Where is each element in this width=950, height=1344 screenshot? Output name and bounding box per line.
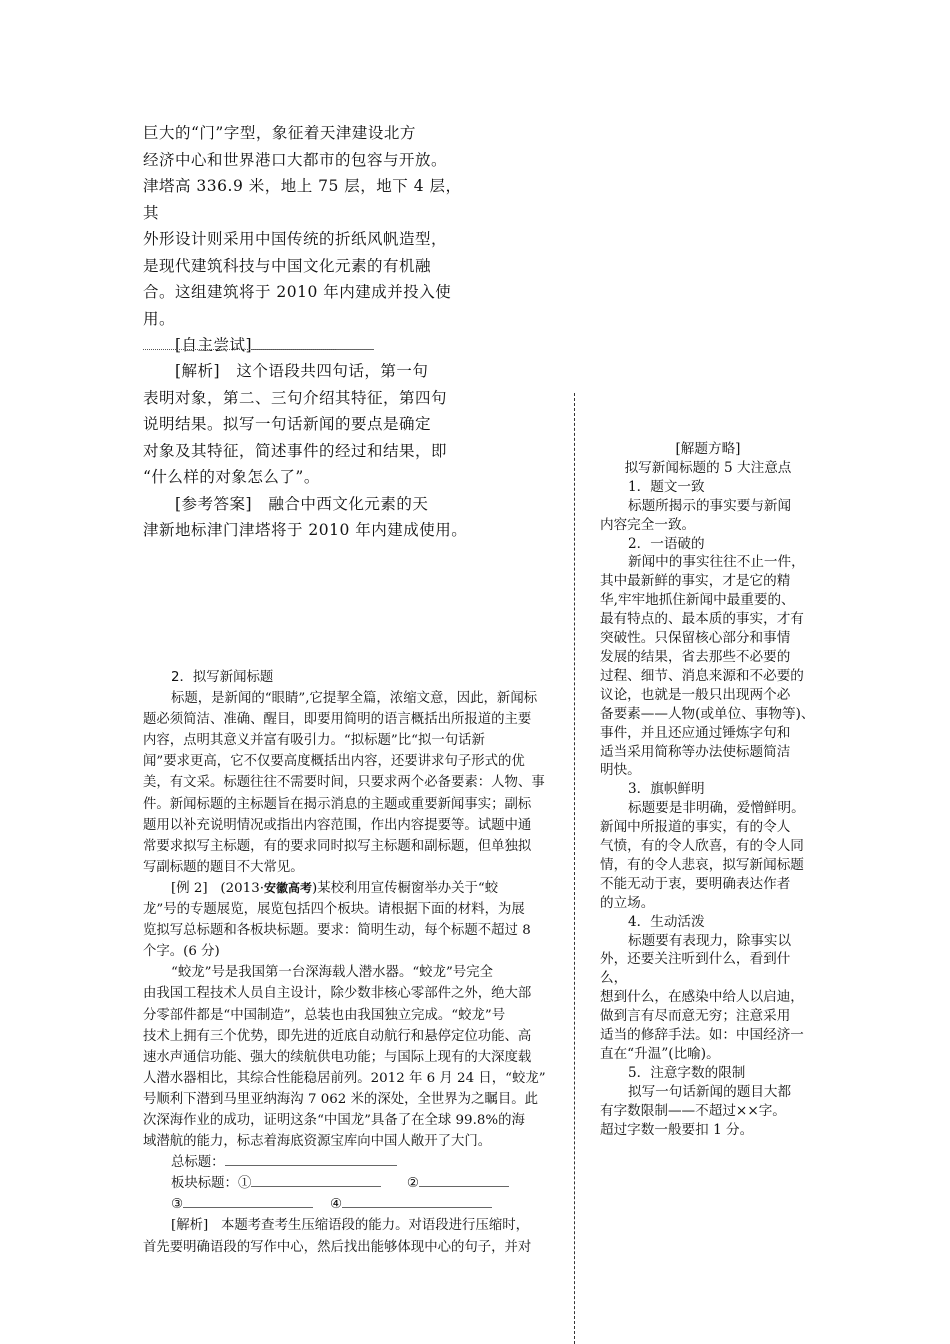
sidebar-point-line: 的立场。 xyxy=(600,894,655,911)
sidebar-point-line: 不能无动于衷，要明确表达作者 xyxy=(600,875,791,892)
sidebar-point-line: 发展的结果，省去那些不必要的 xyxy=(600,648,791,665)
text-line: 某校利用宣传橱窗举办关于“蛟 xyxy=(317,880,499,896)
text-line: 个字。(6 分) xyxy=(143,944,220,960)
sidebar-points xyxy=(600,478,816,1140)
text-line: 闻”要求更高，它不仅要高度概括出内容，还要讲求句子形式的优 xyxy=(143,754,525,770)
analysis-block xyxy=(143,358,473,544)
block-title-blank-1[interactable] xyxy=(251,1186,381,1187)
sidebar-subheading: 拟写新闻标题的 5 大注意点 xyxy=(624,459,792,476)
sidebar-point-line: 明快。 xyxy=(600,762,641,779)
analysis-label: [解析] xyxy=(175,362,221,380)
example-prompt-first xyxy=(143,878,563,899)
text-line: 常要求拟写主标题，有的要求同时拟写主标题和副标题，但单独拟 xyxy=(143,838,532,854)
material-line: 技术上拥有三个优势，即先进的近底自动航行和悬停定位功能、高 xyxy=(143,1028,532,1044)
text-line: 这个语段共四句话，第一句 xyxy=(236,362,429,380)
column-divider xyxy=(574,393,575,1344)
material-line: 由我国工程技术人员自主设计，除少数非核心零部件之外，绝大部 xyxy=(143,986,532,1002)
material-line: 次深海作业的成功，证明这条“中国龙”具备了在全球 99.8%的海 xyxy=(143,1112,525,1128)
text-line: 津塔高 336.9 米，地上 75 层，地下 4 层，其 xyxy=(143,177,462,222)
text-line: 融合中西文化元素的天 xyxy=(268,494,429,513)
sidebar-point-line: 标题要有表现力，除事实以 xyxy=(628,932,792,949)
sidebar-point-line: 标题要是非明确，爱憎鲜明。 xyxy=(628,800,805,817)
text-line: 件。新闻标题的主标题旨在揭示消息的主题或重要新闻事实；副标 xyxy=(143,796,532,812)
sidebar-point-line: 有字数限制——不超过××字。 xyxy=(600,1102,786,1119)
sidebar-point-line: 拟写一句话新闻的题目大都 xyxy=(628,1083,792,1100)
sidebar-point-line: 内容完全一致。 xyxy=(600,516,696,533)
text-line: 对象及其特征，简述事件的经过和结果，即 xyxy=(143,441,448,460)
total-title-blank[interactable] xyxy=(225,1165,397,1166)
text-line: 内容，点明其意义并富有吸引力。“拟标题”比“拟一句话新 xyxy=(143,733,485,749)
sidebar-point-line: 议论，也就是一般只出现两个必 xyxy=(600,686,791,703)
text-line: 合。这组建筑将于 2010 年内建成并投入使 xyxy=(143,283,452,301)
sidebar-point-line: 适当采用简称等办法使标题简洁 xyxy=(600,743,791,760)
reference-answer-label: [参考答案] xyxy=(175,494,253,513)
sidebar-point-line: 直在“升温”(比喻)。 xyxy=(600,1046,720,1062)
example-source-name: 安徽高考 xyxy=(263,880,312,895)
text-line: 津新地标津门津塔将于 2010 年内建成使用。 xyxy=(143,521,468,539)
sidebar-point-title: 5．注意字数的限制 xyxy=(628,1064,746,1081)
self-try-label: [自主尝试] xyxy=(175,336,253,354)
text-line: 用。 xyxy=(143,309,176,328)
block-title-blank-3[interactable] xyxy=(183,1207,313,1208)
example-label: [例 2] xyxy=(171,880,208,896)
sidebar-point-line: 想到什么，在感染中给人以启迪， xyxy=(600,989,804,1006)
example-source-year: (2013· xyxy=(220,880,264,896)
example-source-close: ) xyxy=(311,880,318,896)
text-line: 美，有文采。标题往往不需要时间，只要求两个必备要素：人物、事 xyxy=(143,775,545,791)
sidebar-point-line: 超过字数一般要扣 1 分。 xyxy=(600,1121,754,1138)
answer-dotted-line xyxy=(143,349,336,350)
example-analysis-label: [解析] xyxy=(171,1218,209,1234)
total-title-row xyxy=(143,1152,563,1173)
sidebar-point-line: 新闻中所报道的事实，有的令人 xyxy=(600,819,791,836)
text-line: 题必须简洁、准确、醒目，即要用简明的语言概括出所报道的主要 xyxy=(143,712,532,728)
material-line: “蛟龙”号是我国第一台深海载人潜水器。“蛟龙”号完全 xyxy=(171,965,493,981)
section-title: 2．拟写新闻标题 xyxy=(171,670,274,685)
top-passage xyxy=(143,120,473,359)
text-line: 标题，是新闻的“眼睛”,它提挈全篇，浓缩文意，因此，新闻标 xyxy=(171,691,538,707)
section-2 xyxy=(143,667,563,1258)
total-title-label: 总标题： xyxy=(171,1155,225,1171)
material-line: 域潜航的能力，标志着海底资源宝库向中国人敞开了大门。 xyxy=(143,1134,492,1150)
text-line: 说明结果。拟写一句话新闻的要点是确定 xyxy=(143,415,432,433)
sidebar-point-line: 适当的修辞手法。如：中国经济一 xyxy=(600,1027,804,1044)
text-line: 本题考查考生压缩语段的能力。对语段进行压缩时， xyxy=(221,1218,529,1234)
sidebar-point-line: 事件，并且还应通过锤炼字句和 xyxy=(600,724,791,741)
sidebar-point-line: 其中最新鲜的事实，才是它的精 xyxy=(600,573,791,590)
self-try-row xyxy=(143,332,473,359)
text-line: 览拟写总标题和各板块标题。要求：简明生动，每个标题不超过 8 xyxy=(143,923,531,939)
sidebar-point-line: 标题所揭示的事实要与新闻 xyxy=(628,497,792,514)
sidebar-point-line: 过程、细节、消息来源和不必要的 xyxy=(600,667,804,684)
sidebar-point-line: 最有特点的、最本质的事实，才有 xyxy=(600,611,804,628)
sidebar-point-line: 做到言有尽而意无穷；注意采用 xyxy=(600,1008,791,1025)
blank-3-marker: ③ xyxy=(171,1197,184,1213)
block-title-row xyxy=(143,1173,563,1194)
sidebar-point-line: 外，还要关注听到什么，看到什么， xyxy=(600,951,791,987)
sidebar-point-line: 情，有的令人悲哀，拟写新闻标题 xyxy=(600,856,804,873)
sidebar-point-title: 4．生动活泼 xyxy=(628,913,705,930)
text-line: 首先要明确语段的写作中心，然后找出能够体现中心的句子，并对 xyxy=(143,1239,532,1255)
sidebar-point-title: 2．一语破的 xyxy=(628,535,705,552)
block-title-blank-2[interactable] xyxy=(419,1186,509,1187)
material-line: 速水声通信功能、强大的续航供电功能；与国际上现有的大深度载 xyxy=(143,1049,532,1065)
block-title-label: 板块标题： xyxy=(171,1176,238,1192)
material-line: 号顺利下潜到马里亚纳海沟 7 062 米的深处，全世界为之瞩目。此 xyxy=(143,1091,539,1107)
sidebar-point-title: 3．旗帜鲜明 xyxy=(628,781,705,798)
text-line: 经济中心和世界港口大都市的包容与开放。 xyxy=(143,150,448,169)
text-line: 表明对象，第二、三句介绍其特征，第四句 xyxy=(143,388,448,407)
material-line: 分零部件都是“中国制造”，总装也由我国独立完成。“蛟龙”号 xyxy=(143,1007,506,1023)
blank-1-marker: ① xyxy=(237,1176,252,1192)
text-line: 题用以补充说明情况或指出内容范围，作出内容提要等。试题中通 xyxy=(143,817,532,833)
text-line: 巨大的“门”字型，象征着天津建设北方 xyxy=(143,124,416,142)
text-line: 是现代建筑科技与中国文化元素的有机融 xyxy=(143,256,432,275)
text-line: 写副标题的题目不大常见。 xyxy=(143,859,304,875)
material-line: 人潜水器相比，其综合性能稳居前列。2012 年 6 月 24 日，“蛟龙” xyxy=(143,1070,546,1086)
text-line: 龙”号的专题展览，展览包括四个板块。请根据下面的材料，为展 xyxy=(143,902,525,918)
sidebar-point-line: 备要素——人物(或单位、事物等)、 xyxy=(600,705,815,722)
sidebar-point-line: 突破性。只保留核心部分和事情 xyxy=(600,630,791,647)
block-title-row-2 xyxy=(143,1194,563,1215)
sidebar-point-title: 1．题文一致 xyxy=(628,478,705,495)
text-line: “什么样的对象怎么了”。 xyxy=(143,468,320,486)
sidebar-heading: [解题方略] xyxy=(675,441,741,457)
sidebar-point-line: 华,牢牢地抓住新闻中最重要的、 xyxy=(600,592,795,609)
sidebar-strategy xyxy=(600,440,816,1140)
text-line: 外形设计则采用中国传统的折纸风帆造型， xyxy=(143,230,448,248)
block-title-blank-4[interactable] xyxy=(342,1207,492,1208)
blank-2-marker: ② xyxy=(406,1176,419,1192)
sidebar-point-line: 新闻中的事实往往不止一件， xyxy=(628,554,805,571)
sidebar-point-line: 气愤，有的令人欣喜，有的令人同 xyxy=(600,838,804,855)
blank-4-marker: ④ xyxy=(330,1197,343,1213)
